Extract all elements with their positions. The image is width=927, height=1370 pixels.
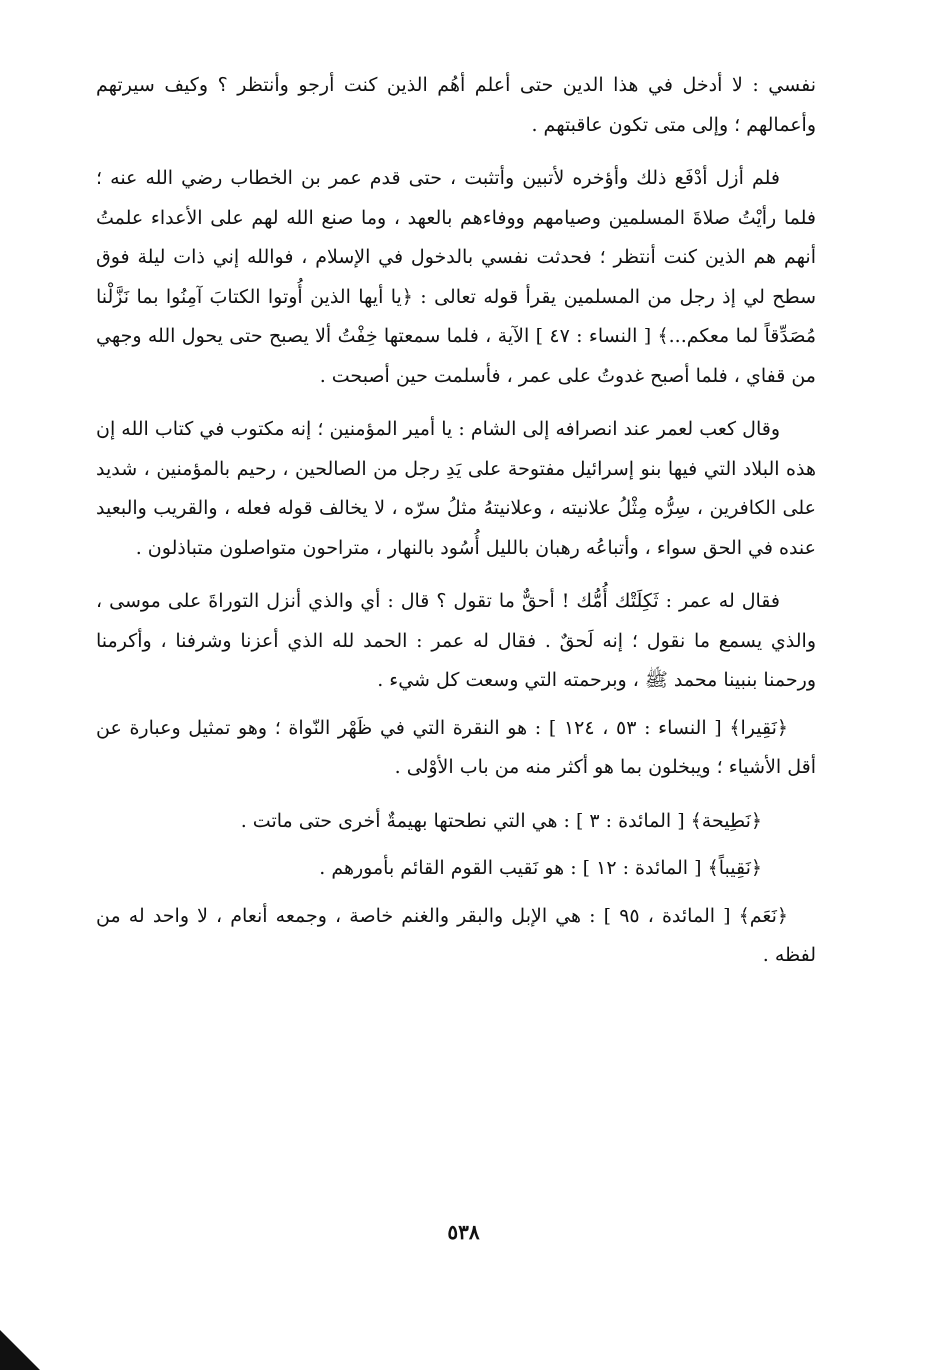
definition-naam: ﴿نَعَم﴾ [ المائدة ، ٩٥ ] : هي الإبل والبقر والغنم خاصة ، وجمعه أنعام ، لا واحد له من لفظه .: [96, 904, 816, 966]
definition-natiha: ﴿نَطِيحة﴾ [ المائدة : ٣ ] : هي التي نطحتها بهيمةٌ أخرى حتى ماتت .: [240, 809, 762, 832]
scan-corner-mark: [0, 1330, 40, 1370]
paragraph-3: وقال كعب لعمر عند انصرافه إلى الشام : يا أمير المؤمنين ؛ إنه مكتوب في كتاب الله إن هذه البلاد التي فيها بنو إسرائيل مفتوحة على يَدِ رجل من الصالحين ، رحيم بالمؤمنين ، شديد على الكافرين ، سِرُّه مِثْلُ علانيته ، وعلانيتهُ مثلُ سرّه ، لا يخالف قوله فعله ، والقريب والبعيد عنده في الحق سواء ، وأتباعُه رهبان بالليل أُسُود بالنهار ، متراحون متواصلون متباذلون .: [96, 418, 816, 559]
page-number: ٥٣٨: [447, 1220, 480, 1244]
definition-naqira: ﴿نَقِيرا﴾ [ النساء : ٥٣ ، ١٢٤ ] : هو النقرة التي في ظَهْر النّواة ؛ وهو تمثيل وعبارة عن أقل الأشياء ؛ ويبخلون بما هو أكثر منه من باب الأوْلى .: [96, 716, 816, 778]
definitions-list: [96, 709, 816, 976]
page-body: [96, 66, 816, 976]
paragraph-1: نفسي : لا أدخل في هذا الدين حتى أعلم أهُم الذين كنت أرجو وأنتظر ؟ وكيف سيرتهم وأعمالهم ؛ وإلى متى تكون عاقبتهم .: [96, 74, 816, 136]
paragraph-4: فقال له عمر : ثَكِلَتْك أُمُّك ! أحقٌّ ما تقول ؟ قال : أي والذي أنزل التوراةَ على موسى ، والذي يسمع ما نقول ؛ إنه لَحقٌ . فقال له عمر : الحمد لله الذي أعزنا وشرفنا ، وأكرمنا ورحمنا بنبينا محمد ﷺ ، وبرحمته التي وسعت كل شيء .: [96, 590, 816, 691]
paragraph-2: فلم أزل أدْفَع ذلك وأؤخره لأتبين وأتثبت ، حتى قدم عمر بن الخطاب رضي الله عنه ؛ فلما رأيْتُ صلاةَ المسلمين وصيامهم ووفاءهم بالعهد ، وما صنع الله لهم على الأعداء علمتُ أنهم هم الذين كنت أنتظر ؛ فحدثت نفسي بالدخول في الإسلام ، فوالله إني ذات ليلة فوق سطح لي إذ رجل من المسلمين يقرأ قوله تعالى : ﴿يا أيها الذين أُوتوا الكتابَ آمِنُوا بما نَزَّلْنا مُصَدِّقاً لما معكم...﴾ [ النساء : ٤٧ ] الآية ، فلما سمعتها خِفْتُ ألا يصبح حتى يحول الله وجهي من قفاي ، فلما أصبح غدوتُ على عمر ، فأسلمت حين أصبحت .: [96, 167, 817, 387]
definition-naqiba: ﴿نَقِيباً﴾ [ المائدة : ١٢ ] : هو نَقيب القوم القائم بأمورهم .: [319, 857, 762, 879]
